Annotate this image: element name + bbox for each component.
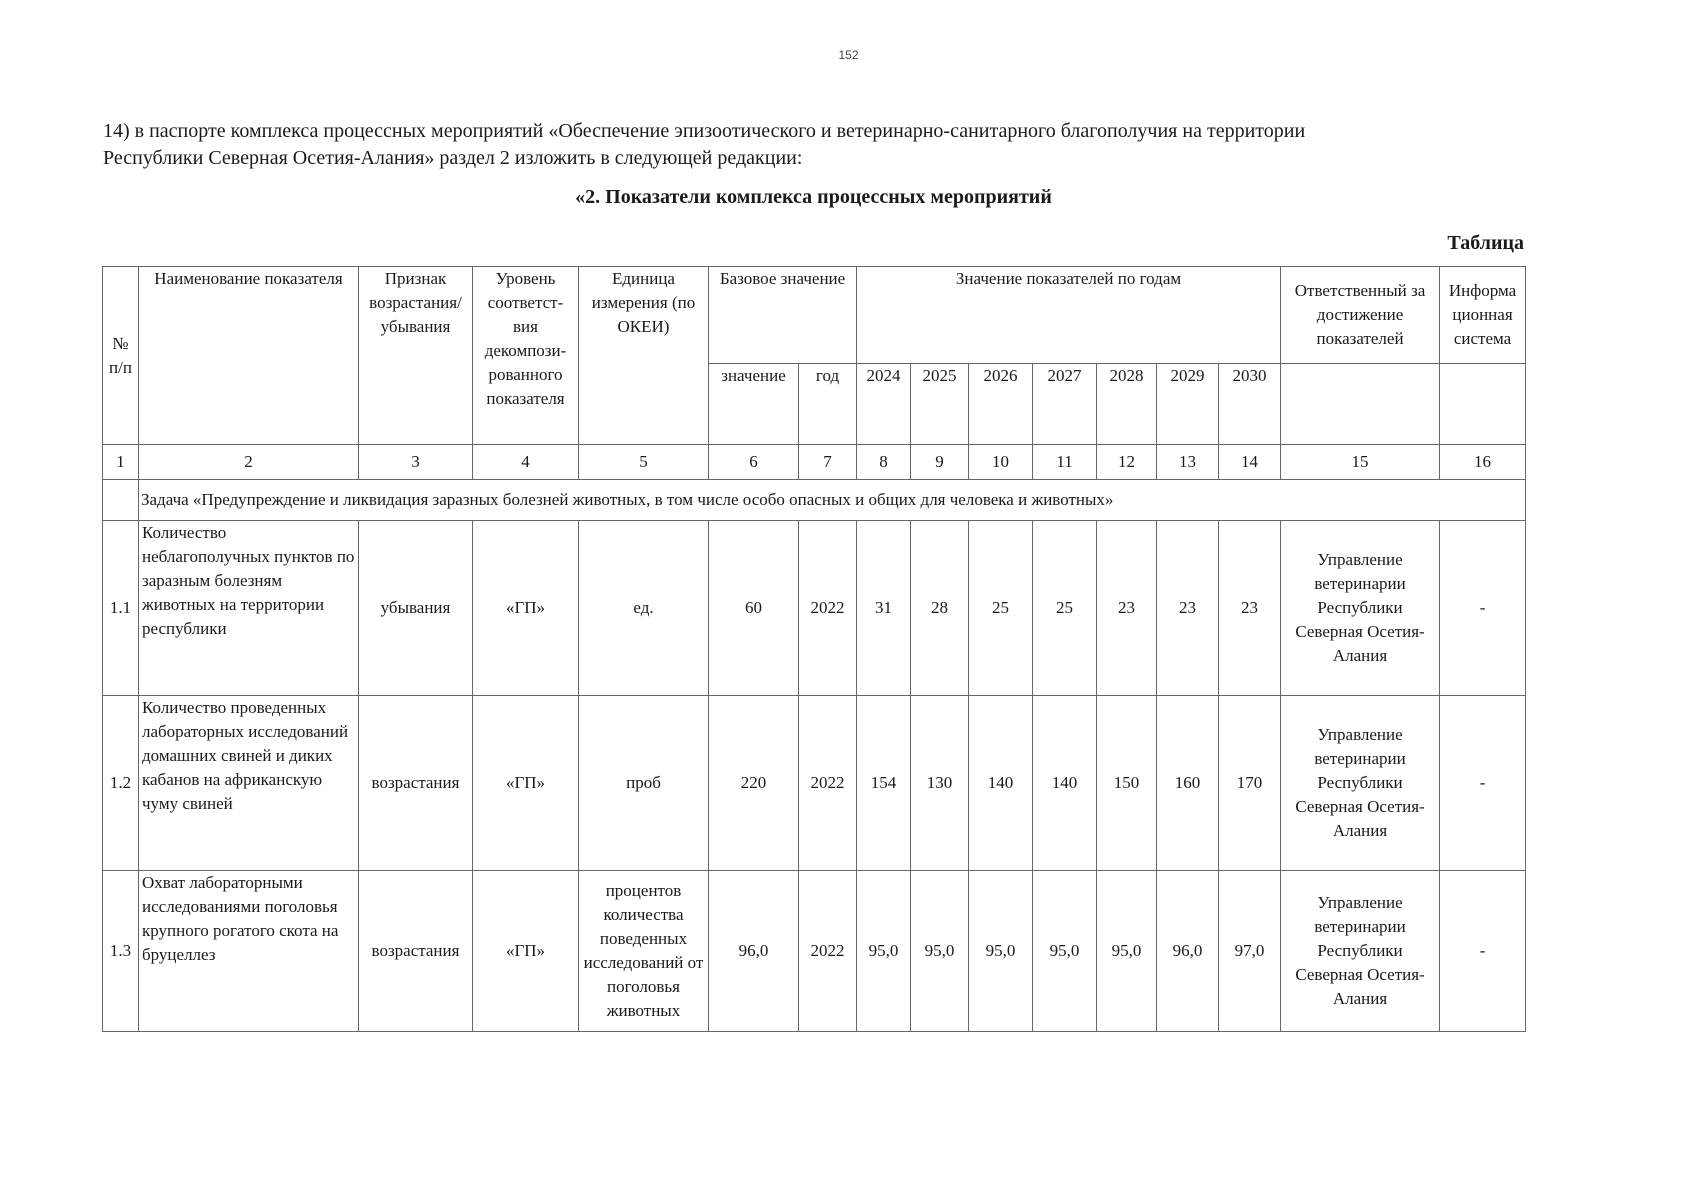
intro-paragraph (103, 118, 1563, 172)
row-num: 1.2 (103, 696, 139, 871)
table-label: Таблица (1447, 232, 1524, 254)
row-trend: возрастания (359, 696, 473, 871)
row-value-2024: 154 (857, 696, 911, 871)
row-value-2026: 25 (969, 521, 1033, 696)
row-name: Охват лабораторными исследованиями поголовья крупного рогатого скота на бруцеллез (139, 871, 359, 1032)
row-value-2025: 28 (911, 521, 969, 696)
column-number: 16 (1440, 445, 1526, 480)
column-number: 11 (1033, 445, 1097, 480)
header-level: Уровень соответст- вия декомпози- рованного показателя (473, 267, 579, 445)
header-responsible-empty (1281, 364, 1440, 445)
row-base-value: 220 (709, 696, 799, 871)
indicators-table (102, 266, 1526, 1032)
column-number: 15 (1281, 445, 1440, 480)
header-year-2026: 2026 (969, 364, 1033, 445)
row-unit: проб (579, 696, 709, 871)
row-value-2025: 95,0 (911, 871, 969, 1032)
intro-line-1: 14) в паспорте комплекса процессных мероприятий «Обеспечение эпизоотического и ветеринарно-санитарного благополучия на территории (103, 120, 1306, 142)
row-base-year: 2022 (799, 871, 857, 1032)
table-row (103, 521, 1526, 696)
column-number: 10 (969, 445, 1033, 480)
row-responsible: Управление ветеринарии Республики Северная Осетия-Алания (1281, 521, 1440, 696)
header-year-2027: 2027 (1033, 364, 1097, 445)
header-unit: Единица измерения (по ОКЕИ) (579, 267, 709, 445)
row-num: 1.1 (103, 521, 139, 696)
column-number: 8 (857, 445, 911, 480)
column-number: 13 (1157, 445, 1219, 480)
column-number: 4 (473, 445, 579, 480)
row-num: 1.3 (103, 871, 139, 1032)
row-trend: возрастания (359, 871, 473, 1032)
row-value-2028: 150 (1097, 696, 1157, 871)
row-base-value: 60 (709, 521, 799, 696)
header-trend: Признак возрастания/ убывания (359, 267, 473, 445)
task-text: Задача «Предупреждение и ликвидация заразных болезней животных, в том числе особо опасных и общих для человека и животных» (139, 480, 1526, 521)
row-level: «ГП» (473, 871, 579, 1032)
row-base-year: 2022 (799, 696, 857, 871)
row-unit: ед. (579, 521, 709, 696)
column-number: 2 (139, 445, 359, 480)
header-year-2025: 2025 (911, 364, 969, 445)
row-value-2030: 97,0 (1219, 871, 1281, 1032)
row-value-2030: 170 (1219, 696, 1281, 871)
header-name: Наименование показателя (139, 267, 359, 445)
row-name: Количество неблагополучных пунктов по заразным болезням животных на территории республики (139, 521, 359, 696)
row-value-2027: 95,0 (1033, 871, 1097, 1032)
intro-line-2: Республики Северная Осетия-Алания» раздел 2 изложить в следующей редакции: (103, 147, 803, 169)
row-unit: процентов количества поведенных исследований от поголовья животных (579, 871, 709, 1032)
column-number: 6 (709, 445, 799, 480)
row-level: «ГП» (473, 696, 579, 871)
column-number: 1 (103, 445, 139, 480)
column-number: 7 (799, 445, 857, 480)
task-row (103, 480, 1526, 521)
table-row (103, 871, 1526, 1032)
row-info: - (1440, 521, 1526, 696)
section-title: «2. Показатели комплекса процессных мероприятий (575, 186, 1052, 208)
row-base-year: 2022 (799, 521, 857, 696)
row-base-value: 96,0 (709, 871, 799, 1032)
header-responsible: Ответственный за достижение показателей (1281, 267, 1440, 364)
header-year-2029: 2029 (1157, 364, 1219, 445)
row-value-2029: 160 (1157, 696, 1219, 871)
header-by-year: Значение показателей по годам (857, 267, 1281, 364)
row-value-2026: 140 (969, 696, 1033, 871)
task-num-empty (103, 480, 139, 521)
table-row (103, 696, 1526, 871)
row-responsible: Управление ветеринарии Республики Северная Осетия-Алания (1281, 696, 1440, 871)
header-num: № п/п (103, 267, 139, 445)
column-number: 14 (1219, 445, 1281, 480)
header-info: Информа ционная система (1440, 267, 1526, 364)
row-info: - (1440, 871, 1526, 1032)
column-number: 12 (1097, 445, 1157, 480)
row-value-2028: 23 (1097, 521, 1157, 696)
row-value-2030: 23 (1219, 521, 1281, 696)
header-base-value: значение (709, 364, 799, 445)
row-trend: убывания (359, 521, 473, 696)
header-year-2024: 2024 (857, 364, 911, 445)
row-value-2024: 95,0 (857, 871, 911, 1032)
column-number: 5 (579, 445, 709, 480)
header-row-1 (103, 267, 1526, 364)
row-value-2027: 140 (1033, 696, 1097, 871)
column-number: 9 (911, 445, 969, 480)
column-number-row (103, 445, 1526, 480)
column-number: 3 (359, 445, 473, 480)
row-value-2029: 23 (1157, 521, 1219, 696)
header-base-year: год (799, 364, 857, 445)
row-info: - (1440, 696, 1526, 871)
row-name: Количество проведенных лабораторных исследований домашних свиней и диких кабанов на африканскую чуму свиней (139, 696, 359, 871)
row-value-2024: 31 (857, 521, 911, 696)
row-value-2029: 96,0 (1157, 871, 1219, 1032)
header-base: Базовое значение (709, 267, 857, 364)
row-responsible: Управление ветеринарии Республики Северная Осетия-Алания (1281, 871, 1440, 1032)
row-value-2025: 130 (911, 696, 969, 871)
header-year-2030: 2030 (1219, 364, 1281, 445)
header-year-2028: 2028 (1097, 364, 1157, 445)
row-value-2026: 95,0 (969, 871, 1033, 1032)
header-info-empty (1440, 364, 1526, 445)
row-level: «ГП» (473, 521, 579, 696)
row-value-2028: 95,0 (1097, 871, 1157, 1032)
row-value-2027: 25 (1033, 521, 1097, 696)
page-number: 152 (838, 48, 859, 62)
